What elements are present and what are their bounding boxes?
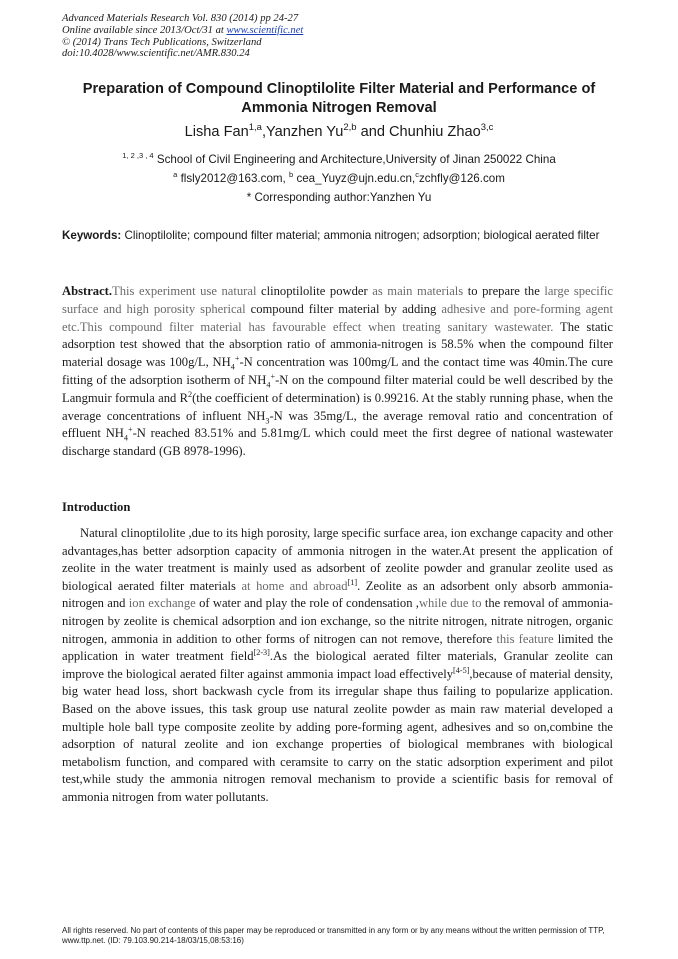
citation: [4-5]: [453, 665, 470, 675]
corresponding-author: * Corresponding author:Yanzhen Yu: [246, 191, 432, 204]
affiliation: $^{1, 2 ,3 , 4}$ School of Civil Engineering and Architecture,University of Jinan 250022 China: [122, 151, 556, 166]
scientific-net-link[interactable]: www.scientific.net: [226, 24, 304, 36]
journal-copyright: © (2014) Trans Tech Publications, Switzerland: [62, 36, 262, 48]
journal-volume: Advanced Materials Research Vol. 830 (2014) pp 24-27: [62, 13, 299, 24]
journal-doi: doi:10.4028/www.scientific.net/AMR.830.24: [62, 48, 250, 60]
journal-online: Online available since 2013/Oct/31 at www.scientific.net: [62, 24, 304, 36]
journal-header: [62, 13, 622, 60]
copyright-footer: All rights reserved. No part of contents of this paper may be reproduced or transmitted in any form or by any means without the written permission of TTP, www.ttp.net. (ID: 79.103.90.214-18/03/15,08:53:16): [62, 926, 605, 945]
author-list: Lisha Fan$^{1,a}$,Yanzhen Yu$^{2,b}$ and Chunhiu Zhao$^{3,c}$: [184, 122, 494, 140]
keywords-label: Keywords:: [62, 229, 122, 242]
paper-title: Preparation of Compound Clinoptilolite Filter Material and Performance of Ammonia Nitrogen Removal: [82, 81, 596, 116]
citation: [1]: [347, 577, 358, 587]
keywords: [62, 227, 613, 244]
author-1: Lisha Fan: [184, 124, 249, 140]
introduction-heading: Introduction: [62, 500, 131, 514]
abstract-label: Abstract.: [62, 284, 113, 298]
author-emails: $^a$ flsly2012@163.com, $^b$ cea_Yuyz@ujn.edu.cn,$^c$zchfly@126.com: [173, 170, 505, 185]
author-2: ,Yanzhen Yu: [261, 124, 344, 140]
introduction-body: Natural clinoptilolite ,due to its high porosity, large specific surface area, ion exchange capacity and other advantages,has better adsorption capacity of ammonia nitrogen in the water.At present the application of zeolite in the water treatment is mainly used as adsorbent of zeolite powder and granular zeolite used as biological aerated filter materials at home and abroad[1]. Zeolite as an adsorbent only absorb ammonia-nitrogen and ion exchange of water and play the role of condensation ,while due to the removal of ammonia-nitrogen by zeolite is chemical adsorption and ion exchange, so the nitrite nitrogen, nitrate nitrogen, organic nitrogen, ammonia in addition to other forms of nitrogen can not remove, therefore this feature limited the application in water treatment field[2-3].As the biological aerated filter materials, Granular zeolite can improve the biological aerated filter against ammonia impact load effectively[4-5],because of material density, big water head loss, short backwash cycle from its irregular shape thus failing to popularize application. Based on the above issues, this task group use natural zeolite powder as main raw material developed a multiple hole ball type composite zeolite by adding pore-forming agent, adhesives and so on,combine the adsorption of natural zeolite and ion exchange properties of biological membranes with biological metabolism function, and compared with ceramsite to carry on the static adsorption experiment and pilot test,while study the ammonia nitrogen removal mechanism to provide a scientific basis for removal of ammonia nitrogen from water pollutants.: [62, 526, 614, 804]
author-3: and Chunhiu Zhao: [356, 124, 481, 140]
abstract: Abstract.This experiment use natural clinoptilolite powder as main materials to prepare the large specific surface and high porosity spherical compound filter material by adding adhesive and pore-forming agent etc.This compound filter material has favourable effect when treating sanitary wastewater. The static adsorption test showed that the absorption ratio of ammonia-nitrogen is 58.5% when the compound filter material dosage was 100g/L, $NH_4^+-N$ concentration was 100mg/L and the contact time was 40min.The cure fitting of the adsorption isotherm of $NH_4^+-N$ on the compound filter material could be well described by the Langmuir formula and $R^2(the$ coefficient of determination) is 0.99216. At the stably running phase, when the average concentrations of influent $NH_3-N$ was 35mg/L, the average removal ratio and concentration of effluent $NH_4^+-N$ reached 83.51% and 5.81mg/L which could meet the first degree of national wastewater discharge standard (GB 8978-1996).: [62, 284, 614, 459]
keywords-text: Clinoptilolite; compound filter material; ammonia nitrogen; adsorption; biological aerated filter: [121, 229, 600, 242]
citation: [2-3]: [253, 647, 270, 657]
